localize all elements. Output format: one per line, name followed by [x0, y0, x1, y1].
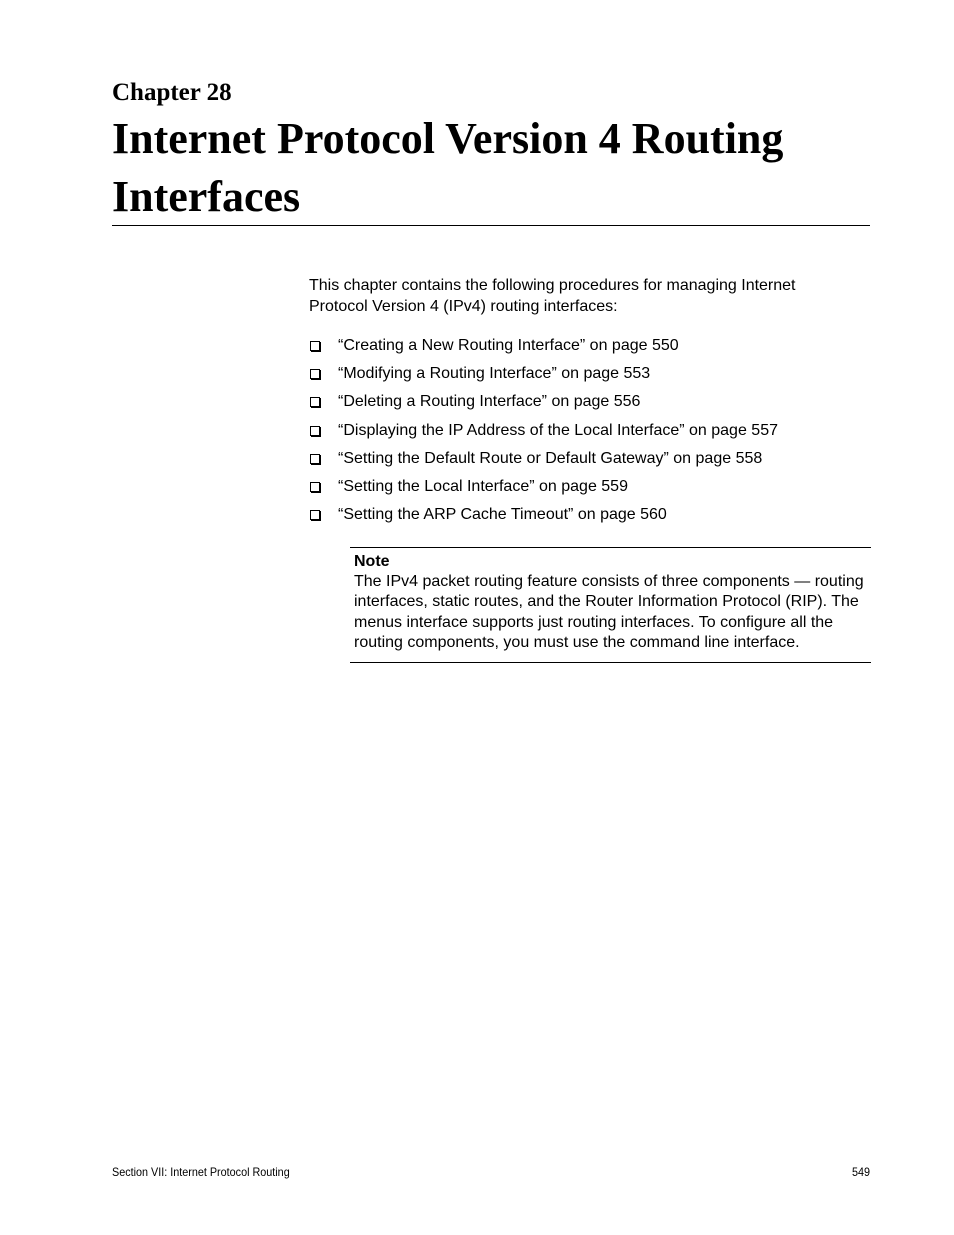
square-box-icon — [310, 369, 320, 379]
title-divider — [112, 225, 870, 226]
square-box-icon — [310, 454, 320, 464]
intro-paragraph: This chapter contains the following procedures for managing Internet Protocol Version 4 (IPv4) routing interfaces: — [309, 277, 796, 315]
procedure-link[interactable]: “Setting the Local Interface” on page 559 — [338, 478, 628, 496]
procedure-link[interactable]: “Displaying the IP Address of the Local Interface” on page 557 — [338, 421, 778, 439]
footer-section: Section VII: Internet Protocol Routing — [112, 1165, 290, 1179]
note-heading: Note — [354, 553, 390, 570]
square-box-icon — [310, 510, 320, 520]
note-box — [350, 547, 871, 663]
page-number: 549 — [851, 1165, 870, 1179]
procedure-link[interactable]: “Creating a New Routing Interface” on page 550 — [338, 337, 679, 355]
chapter-label: Chapter 28 — [112, 79, 232, 106]
procedure-list — [309, 332, 869, 529]
list-item[interactable] — [309, 332, 869, 360]
list-item[interactable] — [309, 501, 869, 529]
list-item[interactable] — [309, 417, 869, 445]
chapter-title: Internet Protocol Version 4 Routing Interfaces — [112, 114, 784, 221]
square-box-icon — [310, 341, 320, 351]
procedure-link[interactable]: “Setting the ARP Cache Timeout” on page 560 — [338, 506, 667, 524]
list-item[interactable] — [309, 360, 869, 388]
note-body: The IPv4 packet routing feature consists of three components — routing interfaces, static routes, and the Router Information Protocol (RIP). The menus interface supports just routing interfaces. To configure all the routing components, you must use the command line interface. — [354, 573, 864, 651]
list-item[interactable] — [309, 445, 869, 473]
square-box-icon — [310, 426, 320, 436]
procedure-link[interactable]: “Modifying a Routing Interface” on page 553 — [338, 365, 651, 383]
list-item[interactable] — [309, 473, 869, 501]
list-item[interactable] — [309, 388, 869, 416]
procedure-link[interactable]: “Deleting a Routing Interface” on page 556 — [338, 393, 641, 411]
square-box-icon — [310, 397, 320, 407]
procedure-link[interactable]: “Setting the Default Route or Default Gateway” on page 558 — [338, 449, 763, 467]
square-box-icon — [310, 482, 320, 492]
